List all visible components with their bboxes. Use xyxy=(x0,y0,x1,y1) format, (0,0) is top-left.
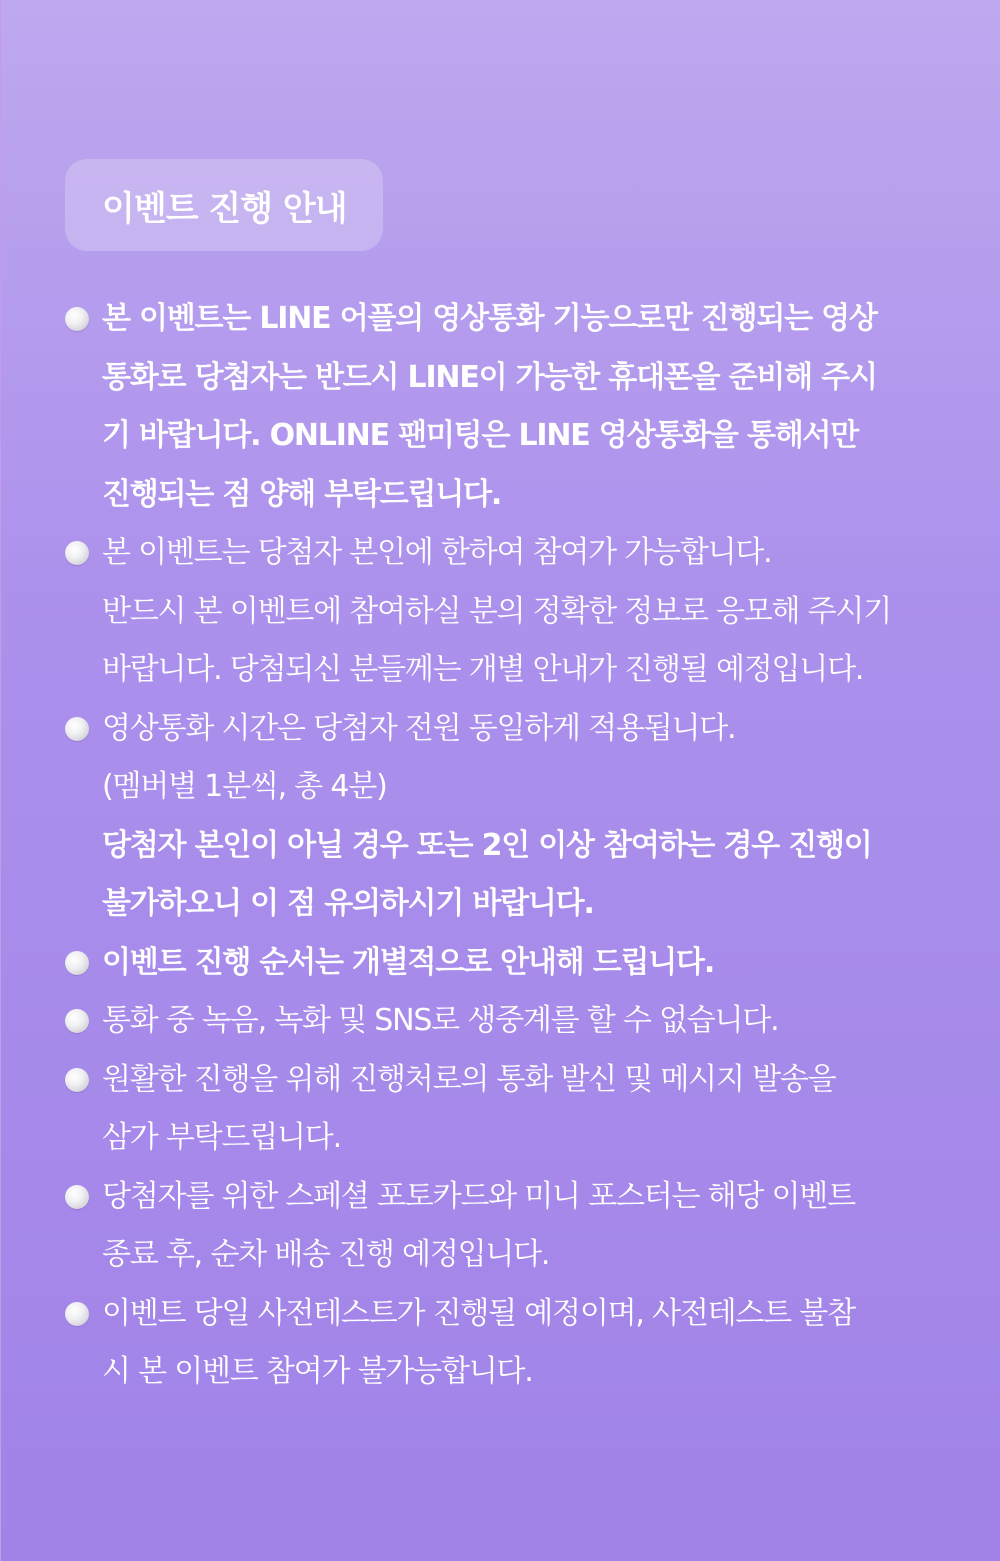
notice-line: (멤버별 1분씩, 총 4분) xyxy=(102,769,387,804)
section-title: 이벤트 진행 안내 xyxy=(102,188,347,229)
notice-line: 기 바랍니다. ONLINE 팬미팅은 LINE 영상통화을 통해서만 xyxy=(102,418,859,453)
notice-item xyxy=(65,1051,945,1168)
notice-line: 바랍니다. 당첨되신 분들께는 개별 안내가 진행될 예정입니다. xyxy=(102,652,864,687)
notice-line: 영상통화 시간은 당첨자 전원 동일하게 적용됩니다. xyxy=(102,710,736,746)
notice-line: 당첨자를 위한 스페셜 포토카드와 미니 포스터는 해당 이벤트 xyxy=(102,1178,855,1214)
bullet-icon xyxy=(65,1068,89,1092)
notice-line: 삼가 부탁드립니다. xyxy=(102,1120,341,1155)
notice-item xyxy=(65,700,945,934)
notice-item xyxy=(65,1168,945,1285)
bullet-icon xyxy=(65,1009,89,1033)
notice-line: 반드시 본 이벤트에 참여하실 분의 정확한 정보로 응모해 주시기 xyxy=(102,593,891,629)
notice-item xyxy=(65,934,945,993)
bullet-icon xyxy=(65,541,89,565)
bullet-icon xyxy=(65,307,89,331)
notice-item xyxy=(65,992,945,1051)
notice-list xyxy=(65,290,945,1402)
notice-item xyxy=(65,524,945,700)
notice-item xyxy=(65,290,945,524)
bullet-icon xyxy=(65,1185,89,1209)
notice-item xyxy=(65,1285,945,1402)
notice-line: 통화로 당첨자는 반드시 LINE이 가능한 휴대폰을 준비해 주시 xyxy=(102,359,877,395)
notice-line: 이벤트 진행 순서는 개별적으로 안내해 드립니다. xyxy=(102,944,715,980)
notice-line: 본 이벤트는 LINE 어플의 영상통화 기능으로만 진행되는 영상 xyxy=(102,301,877,336)
notice-line: 불가하오니 이 점 유의하시기 바랍니다. xyxy=(102,886,594,921)
bullet-icon xyxy=(65,951,89,975)
notice-line: 이벤트 당일 사전테스트가 진행될 예정이며, 사전테스트 불참 xyxy=(102,1295,855,1331)
notice-line: 원활한 진행을 위해 진행처로의 통화 발신 및 메시지 발송을 xyxy=(102,1061,836,1097)
notice-line: 본 이벤트는 당첨자 본인에 한하여 참여가 가능합니다. xyxy=(102,535,772,570)
bullet-icon xyxy=(65,1302,89,1326)
notice-line: 당첨자 본인이 아닐 경우 또는 2인 이상 참여하는 경우 진행이 xyxy=(102,827,872,863)
notice-line: 시 본 이벤트 참여가 불가능합니다. xyxy=(102,1354,533,1389)
section-title-pill xyxy=(65,159,383,251)
notice-line: 통화 중 녹음, 녹화 및 SNS로 생중계를 할 수 없습니다. xyxy=(102,1003,779,1038)
notice-line: 종료 후, 순차 배송 진행 예정입니다. xyxy=(102,1237,550,1272)
bullet-icon xyxy=(65,717,89,741)
notice-line: 진행되는 점 양해 부탁드립니다. xyxy=(102,476,502,512)
